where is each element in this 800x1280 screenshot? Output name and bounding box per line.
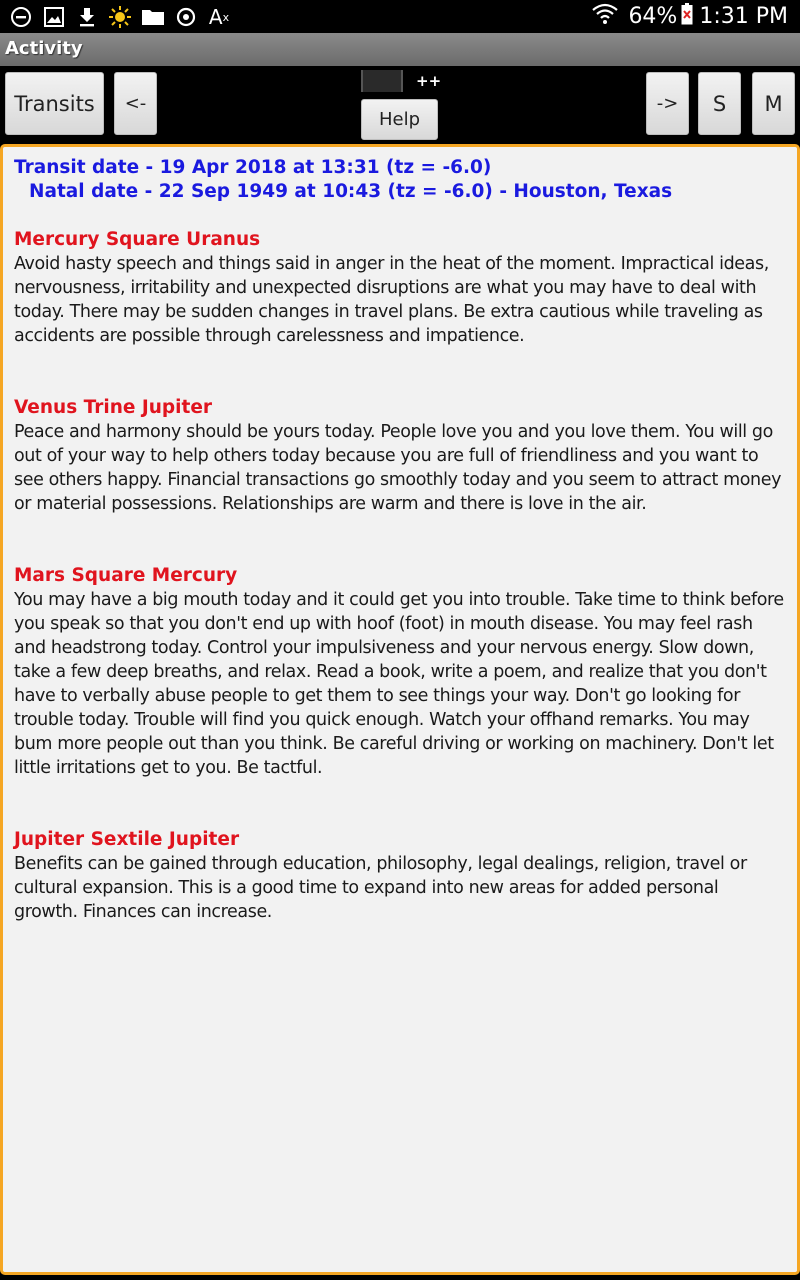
dnd-icon xyxy=(8,4,34,30)
image-icon xyxy=(41,4,67,30)
title-bar xyxy=(0,33,800,66)
aspect-title: Mars Square Mercury xyxy=(14,565,238,586)
sun-icon xyxy=(107,4,133,30)
s-button[interactable]: S xyxy=(698,72,741,135)
help-button[interactable]: Help xyxy=(361,99,438,140)
previous-button[interactable]: <- xyxy=(114,72,157,135)
sync-icon xyxy=(173,4,199,30)
aspect-title: Jupiter Sextile Jupiter xyxy=(14,829,240,850)
natal-date: Natal date - 22 Sep 1949 at 10:43 (tz = -6.0) - Houston, Texas xyxy=(29,181,673,202)
next-button[interactable]: -> xyxy=(646,72,689,135)
m-button[interactable]: M xyxy=(752,72,795,135)
battery-percent: 64% xyxy=(628,4,678,29)
transit-date: Transit date - 19 Apr 2018 at 13:31 (tz = -6.0) xyxy=(14,157,492,178)
transits-button[interactable]: Transits xyxy=(5,72,104,135)
notification-icons xyxy=(8,4,239,30)
bottom-edge xyxy=(0,1275,800,1280)
aspect-entry xyxy=(14,828,786,924)
wifi-icon xyxy=(592,3,618,31)
aspect-text: Avoid hasty speech and things said in anger in the heat of the moment. Impractical ideas, nervousness, irritability and unexpected disruptions are what you may have to deal with today. There may be sudden changes in travel plans. Be extra cautious while traveling as accidents are possible through carelessness and impatience. xyxy=(14,254,769,346)
aspect-text: Peace and harmony should be yours today. People love you and you love them. You will go out of your way to help others today because you are full of friendliness and you want to see others happy. Financial transactions go smoothly today and you seem to attract money or material possessions. Relationships are warm and there is love in the air. xyxy=(14,422,782,514)
step-indicator[interactable] xyxy=(361,70,403,92)
status-right xyxy=(592,0,788,33)
report-panel[interactable] xyxy=(0,144,800,1275)
text-format-icon: A x xyxy=(208,5,230,29)
battery-icon xyxy=(681,3,693,31)
aspect-title: Venus Trine Jupiter xyxy=(14,397,213,418)
aspect-entry xyxy=(14,228,786,348)
aspect-entry xyxy=(14,564,786,780)
download-icon xyxy=(74,4,100,30)
increment-button[interactable]: ++ xyxy=(416,72,442,90)
status-bar xyxy=(0,0,800,33)
aspect-text: Benefits can be gained through education, philosophy, legal dealings, religion, travel or cultural expansion. This is a good time to expand into new areas for added personal growth. Finances can increase. xyxy=(14,854,747,922)
toolbar xyxy=(0,66,800,144)
aspect-text: You may have a big mouth today and it could get you into trouble. Take time to think before you speak so that you don't end up with hoof (foot) in mouth disease. You may feel rash and headstrong today. Control your impulsiveness and your nervous energy. Slow down, take a few deep breaths, and relax. Read a book, write a poem, and realize that you don't have to verbally abuse people to get them to see things your way. Don't go looking for trouble today. Trouble will find you quick enough. Watch your offhand remarks. You may bum more people out than you think. Be careful driving or working on machinery. Don't let little irritations get to you. Be tactful. xyxy=(14,590,784,778)
clock: 1:31 PM xyxy=(699,4,788,29)
app-title: Activity xyxy=(5,38,83,59)
aspect-title: Mercury Square Uranus xyxy=(14,229,261,250)
aspect-entry xyxy=(14,396,786,516)
folder-icon xyxy=(140,4,166,30)
